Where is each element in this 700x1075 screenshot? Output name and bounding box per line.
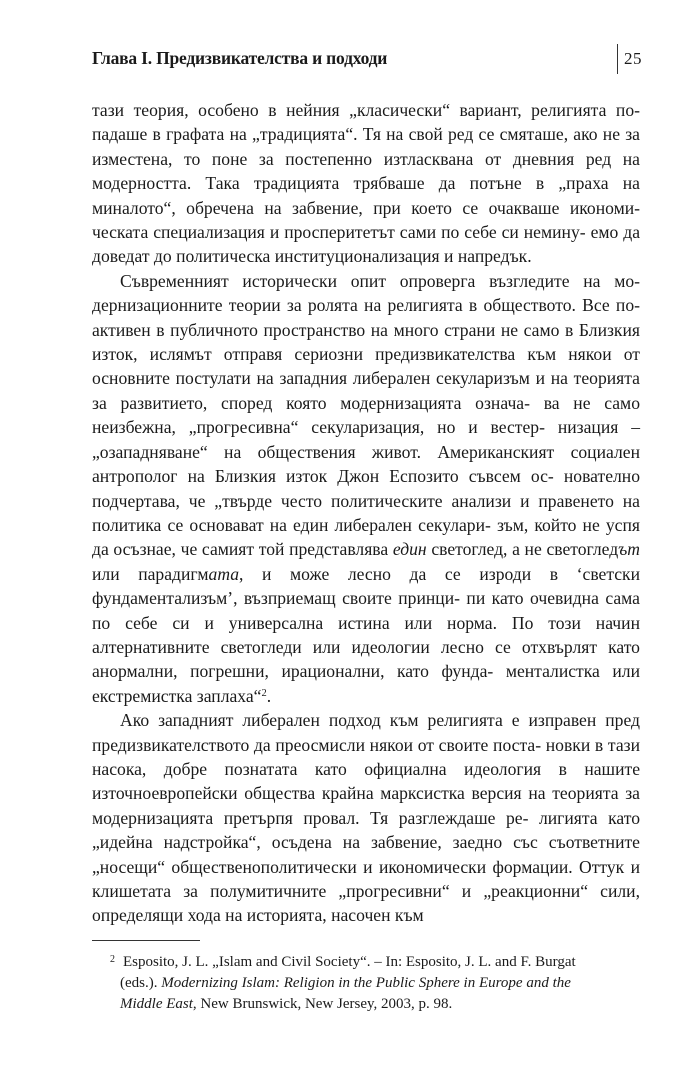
- main-text: [92, 98, 640, 928]
- text-line: в нашите източноевропейски общества крайна марксистка версия на: [92, 758, 641, 804]
- footnote-book-title: Modernizing Islam: Religion in the Public Sphere in Europe and the: [161, 975, 571, 991]
- text-line: отхвърлят като анормални, погрешни, ирационални, като фунда-: [92, 636, 640, 682]
- footnote-text: , New Brunswick, New Jersey, 2003, p. 98.: [192, 996, 453, 1012]
- text-line: и на теорията за развитието, според която модернизацията означа-: [92, 368, 640, 413]
- text-line: по-активен в публичното пространство на много страни не само в: [92, 295, 640, 340]
- text-segment: .: [266, 685, 272, 706]
- text-line: лигията като „идейна надстройка“, осъдена на забвение, заедно със: [92, 807, 640, 853]
- text-line: светоглед, а не светоглед: [431, 539, 619, 560]
- footnote-reference[interactable]: 2: [261, 687, 267, 699]
- text-line: миналото“, обречена на забвение, при което се очакваше икономи-: [92, 197, 640, 218]
- text-line: правенето на политика се основават на един либерален секулари-: [92, 490, 640, 535]
- footnote-divider: [92, 940, 200, 941]
- text-line: формации. Оттук и клишетата за полумитичните „прогресивни“ и: [92, 856, 640, 901]
- paragraph-3: [92, 708, 640, 928]
- text-line: ческата специализация и просперитетът сами по себе си немину-: [92, 222, 586, 243]
- text-line: не за изместена, то поне за постепенно изтласквана от дневния ред: [92, 124, 640, 169]
- text-line: съответните „носещи“ общественополитически и икономически: [92, 832, 640, 877]
- paragraph-1: [92, 98, 640, 269]
- page-number: 25: [624, 49, 642, 68]
- italic-emphasis: ата: [208, 563, 240, 584]
- italic-emphasis: един: [392, 539, 427, 560]
- chapter-title: Глава I. Предизвикателства и подходи: [92, 48, 388, 68]
- text-line: социален антрополог на Близкия изток Джон Еспозито съвсем ос-: [92, 441, 640, 487]
- footnote-text: Esposito, J. L. „Islam and Civil Society“. – In: Esposito, J. L. and F. Burgat: [123, 954, 576, 970]
- text-line: падаше в графата на „традицията“. Тя на свой ред се смяташе, ако: [92, 124, 598, 145]
- footnote-number: 2: [110, 954, 115, 965]
- text-line: „реакционни“ сили, определящи хода на историята, насочен към: [92, 881, 640, 926]
- text-line: менталистка или екстремистка заплаха“: [92, 661, 640, 706]
- text-line: изроди в ‘светски фундаментализъм’, възприемащ своите принци-: [92, 563, 641, 609]
- text-line: зъм, който не успя да осъзнае, че самият той представлява: [92, 514, 640, 560]
- header-divider: [617, 44, 618, 74]
- footnote-text: (eds.).: [120, 975, 162, 991]
- text-line: на модерността. Така традицията трябваше да потъне в „праха на: [92, 148, 640, 194]
- text-line: Ако западният либерален подход към религията е изправен: [120, 710, 597, 731]
- text-segment: , и може лесно да се: [239, 563, 461, 584]
- text-line: тази теория, особено в нейния „класически“ вариант, религията по-: [92, 100, 640, 120]
- footnote: [92, 952, 640, 1015]
- text-line: дернизационните теории за ролята на религията в обществото. Все: [92, 295, 610, 316]
- paragraph-2: [92, 269, 640, 708]
- text-line: Съвременният исторически опит опроверга възгледите на мо-: [120, 270, 640, 291]
- text-line: Близкия изток, ислямът отправя сериозни предизвикателства към: [92, 319, 640, 365]
- text-line: емо да доведат до политическа институционализация и напредък.: [92, 222, 641, 267]
- running-head: [92, 48, 640, 74]
- text-line: някои от основните постулати на западния либерален секуларизъм: [92, 344, 640, 389]
- italic-emphasis: ът: [618, 539, 640, 560]
- text-line: теорията за модернизацията претърпя провал. Тя разглеждаше ре-: [92, 783, 640, 828]
- text-line: По този начин алтернативните светогледи или идеологии лесно се: [92, 612, 640, 657]
- text-line: пи като очевидна сама по себе си и универсална истина или норма.: [92, 588, 640, 633]
- text-line: ва не само неизбежна, „прогресивна“ секуларизация, но и вестер-: [92, 392, 640, 438]
- text-segment: или парадигм: [92, 563, 209, 584]
- footnote-book-title: Middle East: [120, 996, 193, 1012]
- text-line: низация – „озападняване“ на обществения живот. Американският: [92, 417, 640, 462]
- text-line: нователно подчертава, че „твърде често политическите анализи и: [92, 466, 640, 511]
- text-line: пред предизвикателството да преосмисли някои от своите поста-: [92, 710, 640, 755]
- text-line: новки в тази насока, добре познатата като официална идеология: [92, 734, 640, 779]
